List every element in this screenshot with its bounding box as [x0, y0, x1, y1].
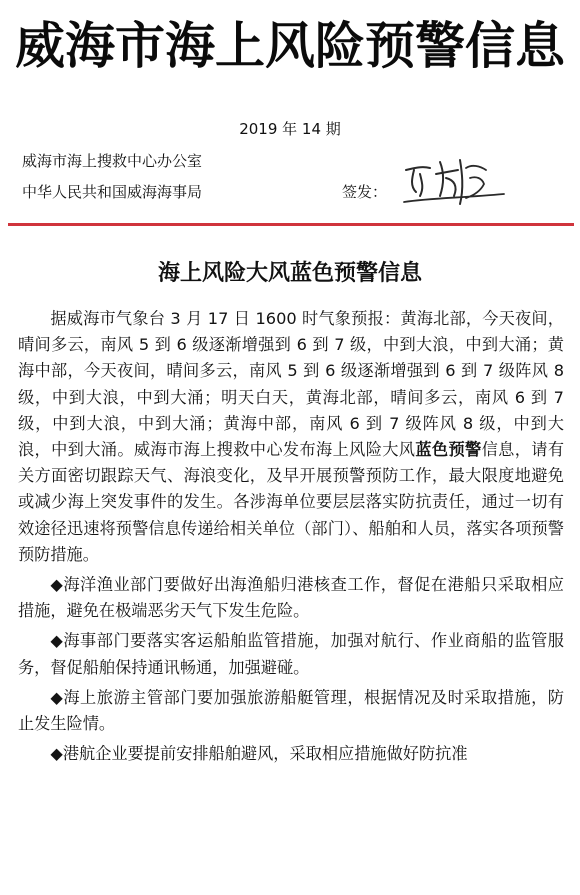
issuer-maritime-bureau: 中华人民共和国威海海事局: [22, 183, 203, 201]
issue-number: 2019 年 14 期: [239, 120, 341, 138]
warning-paragraph: [18, 306, 564, 568]
document-title: 海上风险大风蓝色预警信息: [157, 261, 422, 286]
paragraph-text-post: 信息，请有关方面密切跟踪天气、海浪变化，及早开展预警预防工作，最大限度地避免或减少海上突发事件的发生。各涉海单位要层层落实防抗责任，通过一切有效途径迅速将预警信息传递给相关单位（部门）、船舶和人员，落实各项预警预防措施。: [18, 440, 565, 564]
blue-warning-highlight: 蓝色预警: [415, 440, 482, 460]
handwritten-signature: [400, 148, 510, 210]
paragraph-text-pre: 据威海市气象台 3 月 17 日 1600 时气象预报：黄海北部，今天夜间，晴间多云，南风 5 到 6 级逐渐增强到 6 到 7 级，中到大浪，中到大涌；黄海中部，今天夜间，晴间多云，南风 5 到 6 级逐渐增强到 6 到 7 级阵风 8 级，中到大浪，中到大涌；明天白天，黄海北部，晴间多云，南风 6 到 7 级，中到大浪，中到大涌；黄海中部，南风 6 到 7 级阵风 8 级，中到大浪，中到大涌。威海市海上搜救中心发布海上风险大风: [18, 309, 564, 460]
issuer-search-rescue-office: 威海市海上搜救中心办公室: [22, 152, 203, 170]
bullet-fisheries: ◆海洋渔业部门要做好出海渔船归港核查工作，督促在港船只采取相应措施，避免在极端恶劣天气下发生危险。: [18, 575, 564, 621]
sign-label: 签发：: [342, 183, 388, 201]
red-divider: [8, 223, 574, 226]
masthead-title: 威海市海上风险预警信息: [15, 17, 565, 75]
bullet-maritime: ◆海事部门要落实客运船舶监管措施，加强对航行、作业商船的监管服务，督促船舶保持通讯畅通，加强避碰。: [18, 631, 564, 677]
bullet-tourism: ◆海上旅游主管部门要加强旅游船艇管理，根据情况及时采取措施，防止发生险情。: [18, 687, 564, 734]
document-body: [18, 306, 564, 767]
bullet-port-shipping: ◆港航企业要提前安排船舶避风，采取相应措施做好防抗准: [50, 744, 468, 764]
